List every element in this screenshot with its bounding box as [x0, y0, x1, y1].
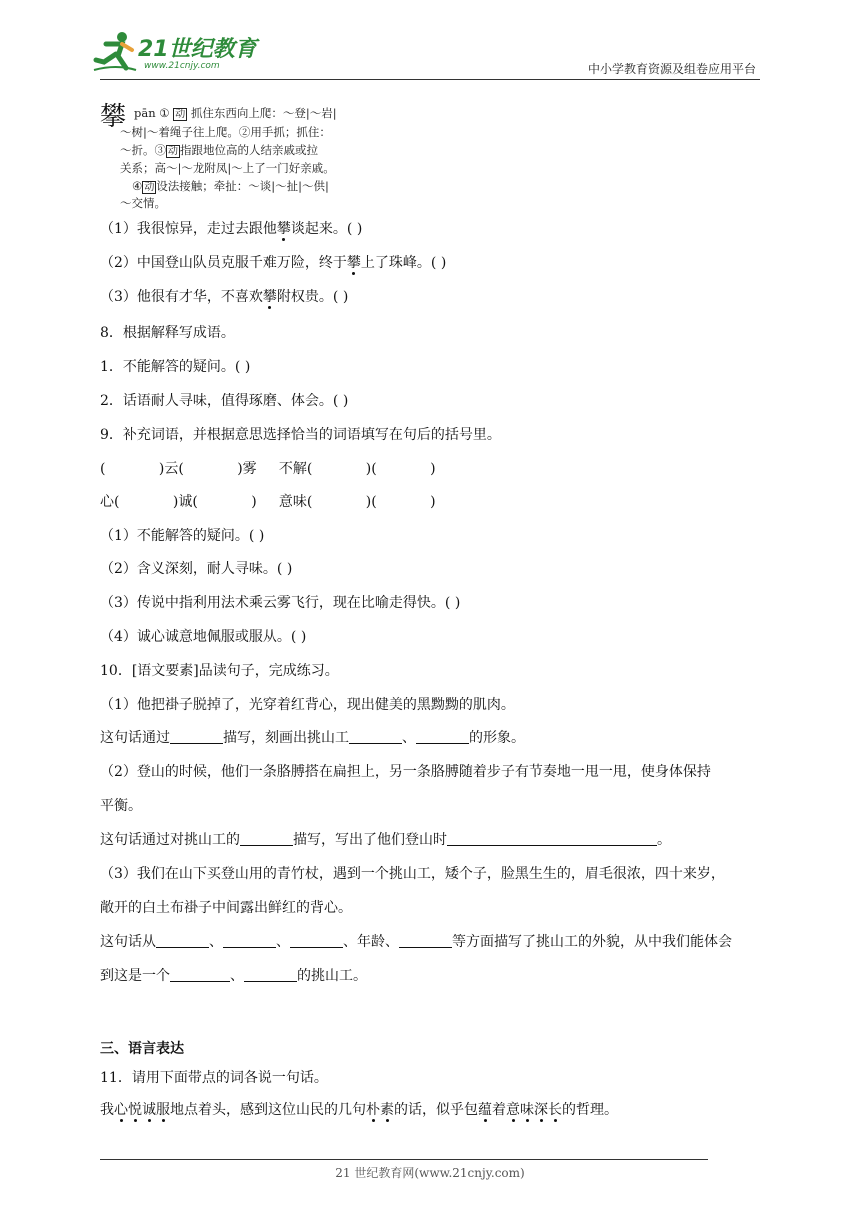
q10-a2-text: 这句话通过对挑山工的 [100, 832, 240, 848]
runner-logo-icon [92, 30, 138, 74]
answer-blank[interactable] [156, 933, 209, 948]
q11-text: 我 [100, 1102, 114, 1118]
q8-item-2: 2．话语耐人寻味，值得琢磨、体会。( ) [100, 393, 349, 409]
dotted-char: 攀 [346, 255, 361, 271]
q11-sentence [100, 1099, 618, 1119]
q10-a2-text: 。 [657, 832, 671, 848]
answer-blank[interactable] [416, 729, 469, 744]
dict-line-2: ～树|～着绳子往上爬。②用手抓；抓住： [120, 125, 331, 139]
q10-passage-2b: 平衡。 [100, 798, 142, 814]
q10-passage-2a: （2）登山的时候，他们一条胳膊搭在扁担上，另一条胳膊随着步子有节奏地一甩一甩，使身体保持 [100, 764, 711, 780]
q10-answer-2 [100, 829, 671, 849]
q10-a1-text: 描写，刻画出挑山工 [223, 730, 349, 746]
dotted-char: 意 [506, 1102, 520, 1118]
dict-line-6: ～交情。 [120, 196, 166, 210]
q9-title: 9．补充词语，并根据意思选择恰当的词语填写在句后的括号里。 [100, 427, 501, 443]
dict-line-3a: ～折。③ [120, 143, 166, 157]
answer-blank[interactable] [349, 729, 402, 744]
q10-a3-sep: 、 [209, 934, 223, 950]
answer-blank[interactable] [447, 831, 657, 846]
q7-s1-answer: 谈起来。( ) [290, 221, 363, 237]
q11-text: 的话，似乎包 [394, 1102, 478, 1118]
section-title: 三、语言表达 [100, 1041, 184, 1057]
q7-s2-answer: 上了珠峰。( ) [360, 255, 447, 271]
dict-line-5b: 设法接触；牵扯：～谈|～扯|～供| [156, 179, 329, 193]
dotted-char: 蕴 [478, 1102, 492, 1118]
q9-words-row-2: 心( )诚( ) 意味( )( ) [100, 494, 436, 510]
answer-blank[interactable] [240, 831, 293, 846]
dotted-char: 心 [114, 1102, 128, 1118]
q7-sentence-2 [100, 252, 446, 272]
dotted-char: 攀 [262, 289, 277, 305]
dotted-char: 服 [156, 1102, 170, 1118]
dict-character: 攀 [100, 102, 127, 132]
page-footer: 21 世纪教育网(www.21cnjy.com) [335, 1166, 525, 1180]
q10-title: 10．[语文要素]品读句子，完成练习。 [100, 663, 339, 679]
q11-text: 着 [492, 1102, 506, 1118]
q9-words-row-1: ( )云( )雾 不解( )( ) [100, 461, 436, 477]
q7-s3-answer: 附权贵。( ) [276, 289, 349, 305]
dotted-char: 诚 [142, 1102, 156, 1118]
q10-a1-text: 的形象。 [469, 730, 525, 746]
answer-blank[interactable] [170, 729, 223, 744]
q9-sentence-4: （4）诚心诚意地佩服或服从。( ) [100, 629, 307, 645]
q8-item-1: 1．不能解答的疑问。( ) [100, 359, 251, 375]
q10-answer-1 [100, 727, 525, 747]
dotted-char: 味 [520, 1102, 534, 1118]
dict-line-5a: ④ [132, 179, 143, 193]
q7-sentence-1 [100, 218, 362, 238]
q10-a1-text: 、 [402, 730, 416, 746]
answer-blank[interactable] [223, 933, 276, 948]
dict-line-3 [120, 141, 318, 161]
dictionary-entry [100, 96, 370, 208]
dotted-char: 朴 [366, 1102, 380, 1118]
q10-a3-text: 的挑山工。 [297, 968, 367, 984]
q10-a2-text: 描写，写出了他们登山时 [293, 832, 447, 848]
dict-pos-tag: 动 [175, 109, 186, 120]
page-header [0, 0, 860, 82]
q10-a3-sep: 、 [276, 934, 290, 950]
answer-blank[interactable] [170, 967, 230, 982]
footer-divider [100, 1159, 708, 1160]
logo-title: 21世纪教育 [138, 37, 257, 62]
q11-text: 地点着头，感到这位山民的几句 [170, 1102, 366, 1118]
q11-title: 11．请用下面带点的词各说一句话。 [100, 1070, 328, 1086]
dict-pos-tag: 动 [144, 182, 155, 193]
q10-passage-1: （1）他把褂子脱掉了，光穿着红背心，现出健美的黑黝黝的肌肉。 [100, 697, 515, 713]
dotted-char: 素 [380, 1102, 394, 1118]
q10-a3-text: 这句话从 [100, 934, 156, 950]
q7-s1-text: （1）我很惊异，走过去跟他 [100, 221, 277, 237]
answer-blank[interactable] [399, 933, 452, 948]
q10-passage-3b: 敞开的白土布褂子中间露出鲜红的背心。 [100, 900, 352, 916]
dict-line-1 [134, 104, 337, 124]
dict-pos-tag: 动 [168, 146, 178, 157]
dict-line-3b: 指跟地位高的人结亲戚或拉 [180, 143, 318, 157]
answer-blank[interactable] [244, 967, 297, 982]
q10-passage-3a: （3）我们在山下买登山用的青竹杖，遇到一个挑山工，矮个子，脸黑生生的，眉毛很浓，四十来岁， [100, 866, 725, 882]
dotted-char: 长 [548, 1102, 562, 1118]
q7-sentence-3 [100, 286, 348, 306]
logo-url: www.21cnjy.com [144, 61, 220, 71]
q10-a3-sep: 、 [230, 968, 244, 984]
dotted-char: 深 [534, 1102, 548, 1118]
q9-sentence-3: （3）传说中指利用法术乘云雾飞行，现在比喻走得快。( ) [100, 595, 461, 611]
dict-line-4: 关系；高～|～龙附凤|～上了一门好亲戚。 [120, 161, 335, 175]
q10-a3-text: 、年龄、 [343, 934, 399, 950]
q10-answer-3a [100, 931, 732, 951]
answer-blank[interactable] [290, 933, 343, 948]
q7-s2-text: （2）中国登山队员克服千难万险，终于 [100, 255, 347, 271]
q10-a3-text: 等方面描写了挑山工的外貌，从中我们能体会 [452, 934, 732, 950]
dotted-char: 攀 [276, 221, 291, 237]
dotted-char: 悦 [128, 1102, 142, 1118]
q10-a1-text: 这句话通过 [100, 730, 170, 746]
platform-name: 中小学教育资源及组卷应用平台 [587, 62, 756, 76]
site-logo [92, 30, 262, 80]
q9-sentence-2: （2）含义深刻，耐人寻味。( ) [100, 561, 293, 577]
dict-def-1: 抓住东西向上爬：～登|～岩| [190, 106, 337, 120]
q10-a3-text: 到这是一个 [100, 968, 170, 984]
header-divider [100, 79, 760, 80]
q7-s3-text: （3）他很有才华，不喜欢 [100, 289, 263, 305]
q8-title: 8．根据解释写成语。 [100, 325, 235, 341]
q11-text: 的哲理。 [562, 1102, 618, 1118]
q10-answer-3b [100, 965, 367, 985]
dict-pinyin: pān ① [134, 106, 170, 120]
q9-sentence-1: （1）不能解答的疑问。( ) [100, 528, 265, 544]
